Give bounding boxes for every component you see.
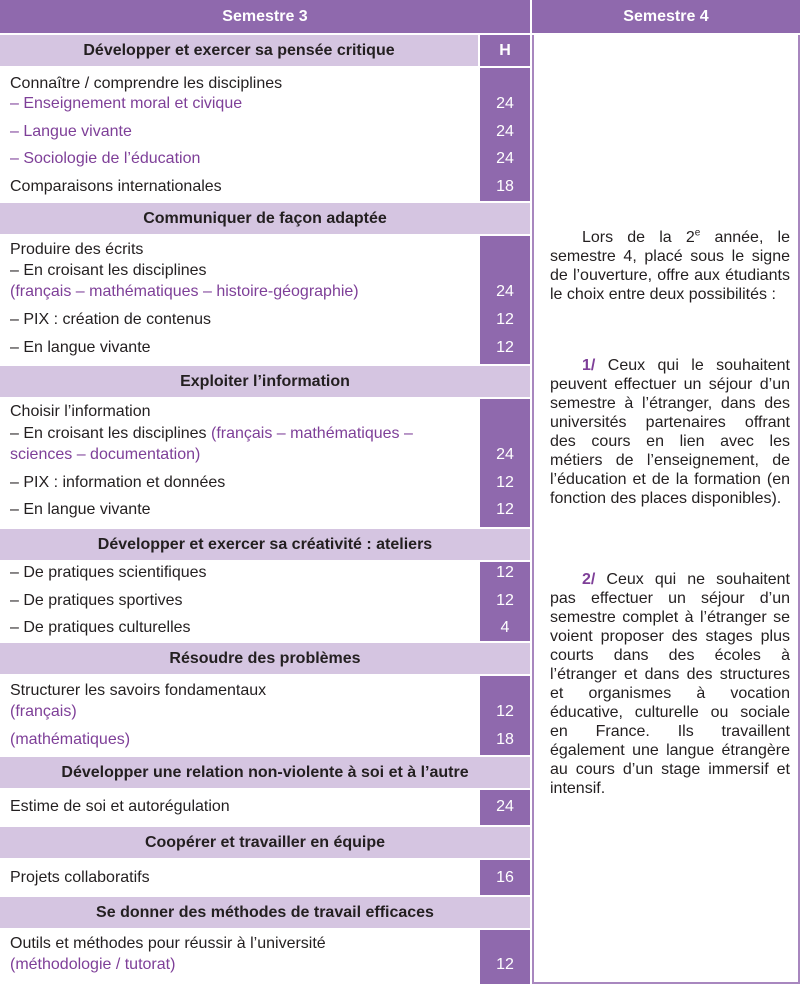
hours-value: 12 <box>496 311 514 328</box>
section-heading: Développer et exercer sa pensée critique <box>0 35 478 66</box>
course-line: – En croisant les disciplines <box>10 262 207 279</box>
course-line: Choisir l’information <box>10 403 151 420</box>
course-line: (français – mathématiques – histoire-géographie) <box>10 283 359 300</box>
option-2-paragraph <box>550 570 790 798</box>
course-line: – Langue vivante <box>10 123 132 140</box>
course-line: sciences – documentation) <box>10 446 201 463</box>
course-line: Connaître / comprendre les disciplines <box>10 75 283 92</box>
option-1-paragraph <box>550 356 790 508</box>
hours-value: 24 <box>496 150 514 167</box>
course-line: (français) <box>10 703 77 720</box>
course-line: – Enseignement moral et civique <box>10 95 243 112</box>
course-line: Outils et méthodes pour réussir à l’université <box>10 935 326 952</box>
hours-value: 18 <box>496 178 514 195</box>
hours-value: 24 <box>496 95 514 112</box>
hours-value: 12 <box>496 703 514 720</box>
section-heading: Exploiter l’information <box>0 366 530 397</box>
course-line: – De pratiques scientifiques <box>10 564 207 581</box>
section-heading: Développer et exercer sa créativité : ateliers <box>0 529 530 560</box>
course-line: Estime de soi et autorégulation <box>10 798 230 815</box>
course-line <box>10 424 413 444</box>
course-line: – PIX : information et données <box>10 474 226 491</box>
course-line: – De pratiques sportives <box>10 592 183 609</box>
section-heading: Se donner des méthodes de travail efficaces <box>0 897 530 928</box>
section-heading: Coopérer et travailler en équipe <box>0 827 530 858</box>
semestre-3-header: Semestre 3 <box>0 0 530 33</box>
hours-value: 16 <box>496 869 514 886</box>
hours-column-header: H <box>480 35 530 66</box>
hours-value: 24 <box>496 446 514 463</box>
course-line: Produire des écrits <box>10 241 144 258</box>
course-line: Structurer les savoirs fondamentaux <box>10 682 267 699</box>
section-heading: Communiquer de façon adaptée <box>0 203 530 234</box>
option-1-number: 1/ <box>582 357 596 374</box>
course-line: Comparaisons internationales <box>10 178 222 195</box>
ordinal-superscript: e <box>694 227 701 239</box>
hours-value: 18 <box>496 731 514 748</box>
course-line: (méthodologie / tutorat) <box>10 956 176 973</box>
hours-value: 24 <box>496 283 514 300</box>
hours-value: 12 <box>496 339 514 356</box>
course-line: (mathématiques) <box>10 731 131 748</box>
hours-value: 12 <box>496 501 514 518</box>
hours-value: 12 <box>496 956 514 973</box>
hours-value: 24 <box>496 798 514 815</box>
section-heading: Résoudre des problèmes <box>0 643 530 674</box>
course-line-part: – En croisant les disciplines <box>10 425 211 442</box>
semestre-4-body <box>532 35 800 984</box>
section-heading: Développer une relation non-violente à soi et à l’autre <box>0 757 530 788</box>
hours-value: 12 <box>496 592 514 609</box>
course-line: – PIX : création de contenus <box>10 311 212 328</box>
semestre-4-column <box>532 0 800 984</box>
intro-text: année, le semestre 4, placé sous le signe de l’ouverture, offre aux étudiants le choix entre deux possibilités : <box>550 229 791 303</box>
hours-value: 24 <box>496 123 514 140</box>
course-line: – En langue vivante <box>10 339 151 356</box>
hours-value: 12 <box>496 474 514 491</box>
hours-value: 4 <box>500 619 510 636</box>
course-line: – De pratiques culturelles <box>10 619 191 636</box>
option-2-number: 2/ <box>582 571 596 588</box>
option-1-text: Ceux qui le souhaitent peuvent effectuer un séjour d’un semestre à l’étranger, dans des universités partenaires offrant des cours en lien avec les métiers de l’enseignement, de l’éducation et de la formation (en fonction des places disponibles). <box>550 357 790 507</box>
option-2-text: Ceux qui ne souhaitent pas effectuer un séjour d’un semestre complet à l’étranger se voient proposer des stages plus courts dans des écoles à l’étranger et dans des structures et organismes à vocation éducative, culturelle ou sociale en France. Ils travaillent également une langue étrangère au cours d’un stage immersif et intensif. <box>550 571 790 797</box>
course-line-part: (français – mathématiques – <box>210 425 413 442</box>
course-line: – En langue vivante <box>10 501 151 518</box>
semestre-4-header: Semestre 4 <box>532 0 800 33</box>
intro-text: Lors de la 2 <box>582 229 695 246</box>
course-line: – Sociologie de l’éducation <box>10 150 201 167</box>
course-line: Projets collaboratifs <box>10 869 150 886</box>
semestre-4-intro <box>550 228 790 304</box>
hours-value: 12 <box>496 564 514 581</box>
